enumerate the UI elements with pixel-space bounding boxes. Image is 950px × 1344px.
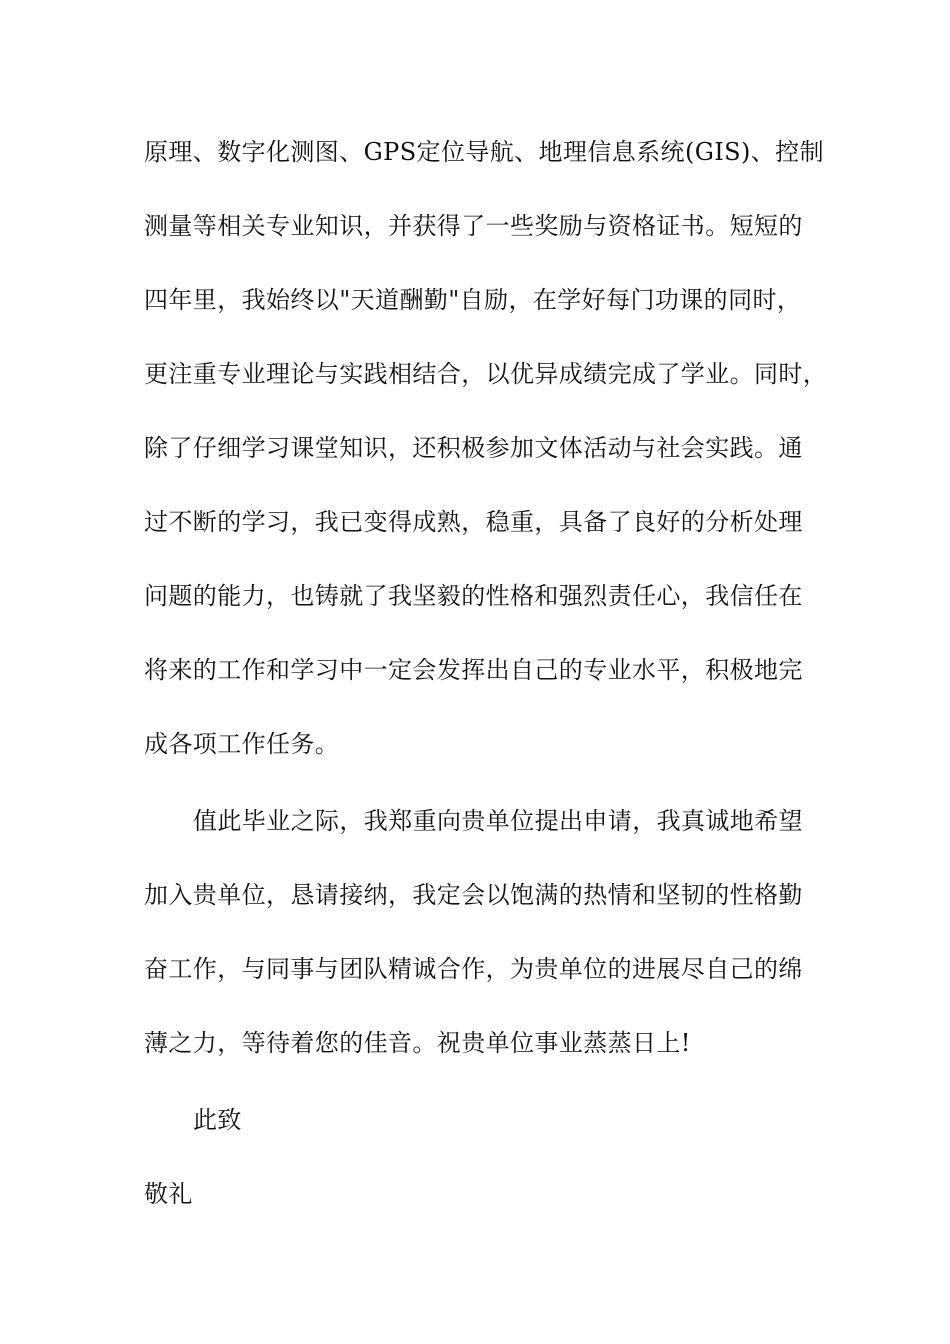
body-line-2: 测量等相关专业知识，并获得了一些奖励与资格证书。短短的 xyxy=(144,212,803,240)
body-line-10: 值此毕业之际，我郑重向贵单位提出申请，我真诚地希望 xyxy=(193,807,803,835)
body-line-13: 薄之力，等待着您的佳音。祝贵单位事业蒸蒸日上! xyxy=(144,1029,691,1057)
body-line-1: 原理、数字化测图、GPS定位导航、地理信息系统(GIS)、控制 xyxy=(144,138,824,166)
body-line-12: 奋工作，与同事与团队精诚合作，为贵单位的进展尽自己的绵 xyxy=(144,955,803,983)
body-line-11: 加入贵单位，恳请接纳，我定会以饱满的热情和坚韧的性格勤 xyxy=(144,881,803,909)
body-line-6: 过不断的学习，我已变得成熟，稳重，具备了良好的分析处理 xyxy=(144,508,803,536)
body-line-9: 成各项工作任务。 xyxy=(144,730,340,758)
closing-line: 此致 xyxy=(193,1106,242,1134)
body-line-7: 问题的能力，也铸就了我坚毅的性格和强烈责任心，我信任在 xyxy=(144,582,803,610)
body-line-3: 四年里，我始终以"天道酬勤"自励，在学好每门功课的同时， xyxy=(144,286,802,314)
body-line-8: 将来的工作和学习中一定会发挥出自己的专业水平，积极地完 xyxy=(144,656,803,684)
body-line-5: 除了仔细学习课堂知识，还积极参加文体活动与社会实践。通 xyxy=(144,434,803,462)
body-line-4: 更注重专业理论与实践相结合，以优异成绩完成了学业。同时， xyxy=(144,360,828,388)
salutation-line: 敬礼 xyxy=(144,1180,193,1208)
